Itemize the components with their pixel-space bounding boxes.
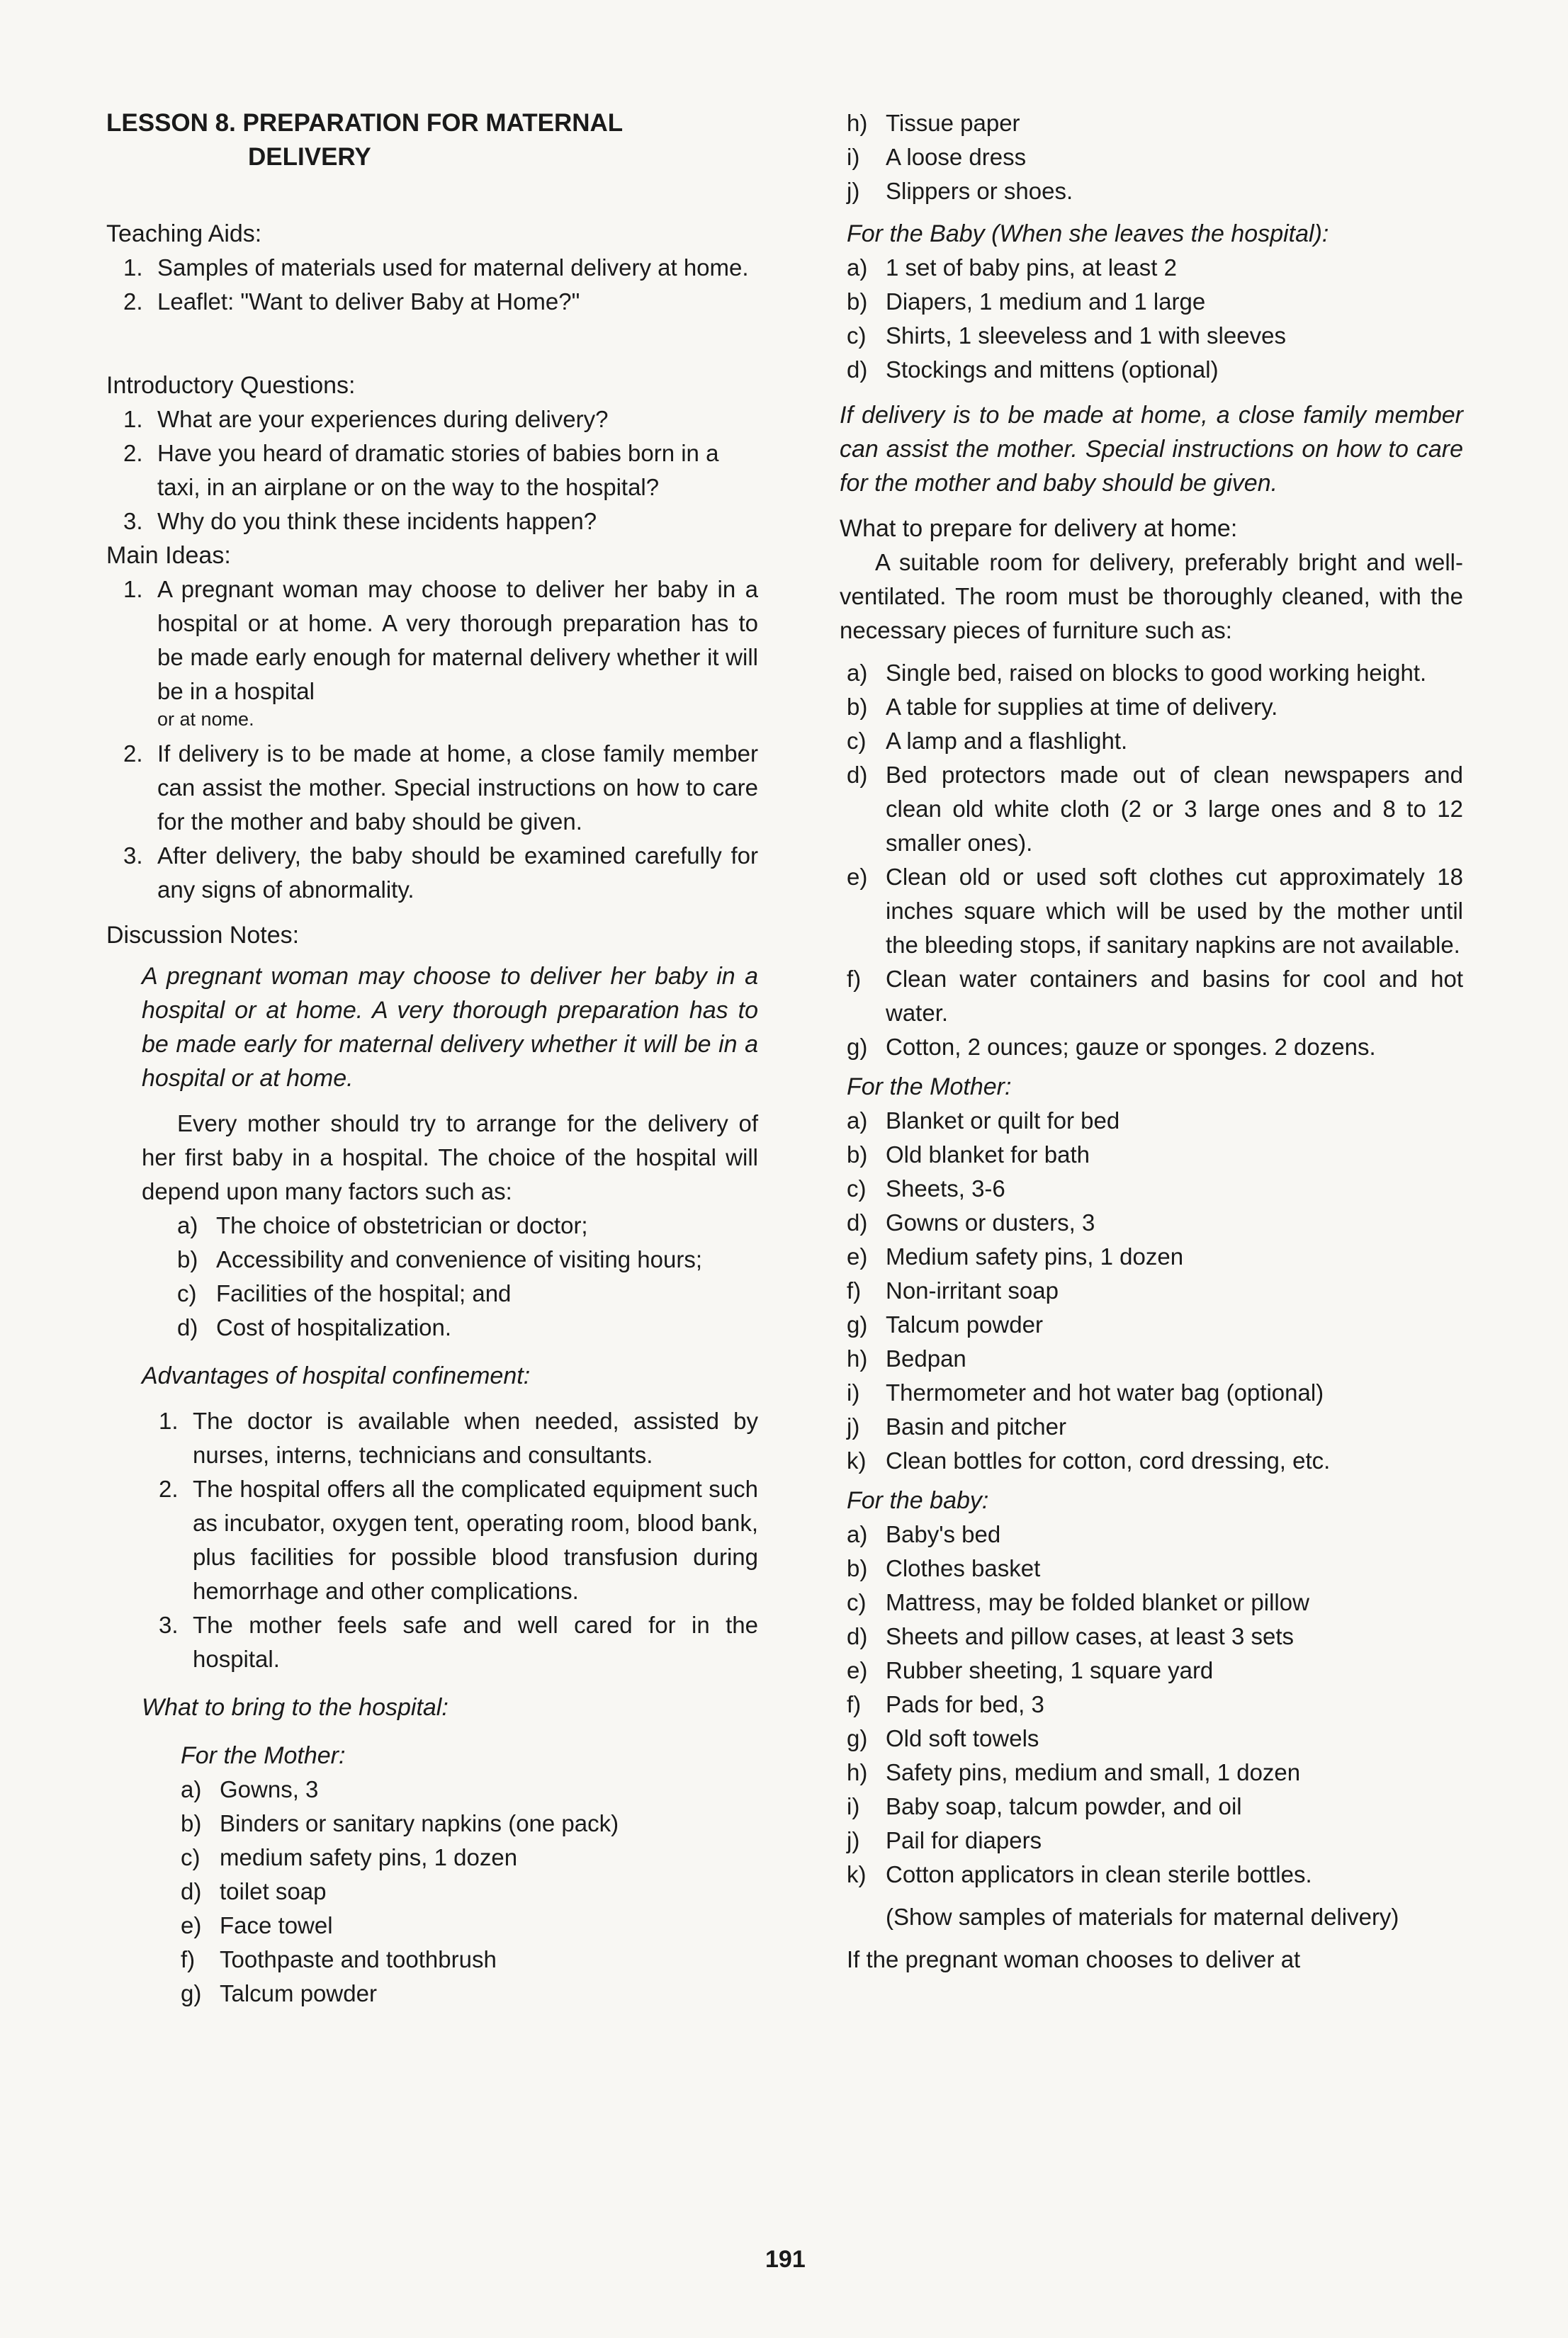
list-item: [847, 1444, 1463, 1478]
item-marker: g): [847, 1311, 868, 1338]
main-ideas-list: [106, 572, 758, 907]
list-item: [847, 656, 1463, 690]
list-item: [847, 860, 1463, 962]
item-text: toilet soap: [220, 1878, 327, 1904]
item-text: Cost of hospitalization.: [216, 1314, 452, 1340]
bring-for-mother-list-cont: [847, 106, 1463, 208]
item-text: Shirts, 1 sleeveless and 1 with sleeves: [886, 322, 1286, 349]
item-marker: e): [847, 1657, 868, 1683]
item-text: Sheets and pillow cases, at least 3 sets: [886, 1623, 1294, 1649]
list-item: [142, 1472, 758, 1608]
item-text: Gowns or dusters, 3: [886, 1209, 1095, 1236]
item-marker: a): [847, 660, 868, 686]
item-text: What are your experiences during delivery?: [157, 406, 609, 432]
prepare-for-baby-list: [840, 1518, 1463, 1892]
teaching-aids-heading: Teaching Aids:: [106, 220, 262, 247]
list-item: [847, 174, 1463, 208]
lesson-title-line2: DELIVERY: [248, 143, 371, 171]
item-marker: b): [177, 1246, 198, 1272]
item-text: The doctor is available when needed, assisted by nurses, interns, technicians and consultants.: [193, 1408, 758, 1468]
item-marker: e): [847, 864, 868, 890]
item-text: Non-irritant soap: [886, 1277, 1059, 1304]
factors-list: [177, 1209, 758, 1345]
item-text: Toothpaste and toothbrush: [220, 1946, 497, 1972]
list-item: [847, 285, 1463, 319]
item-text: medium safety pins, 1 dozen: [220, 1844, 518, 1870]
item-marker: 1.: [159, 1408, 179, 1434]
list-item: [181, 1909, 758, 1943]
list-item: [106, 504, 758, 538]
list-item: [181, 1943, 758, 1977]
item-text: A table for supplies at time of delivery.: [886, 694, 1278, 720]
item-marker: 3.: [159, 1612, 179, 1638]
item-text: Slippers or shoes.: [886, 178, 1073, 204]
lesson-title: [106, 106, 758, 174]
item-marker: d): [847, 1623, 868, 1649]
item-text: Baby's bed: [886, 1521, 1001, 1547]
item-text: Talcum powder: [220, 1980, 377, 2006]
item-marker: a): [847, 254, 868, 281]
item-text: Diapers, 1 medium and 1 large: [886, 288, 1206, 315]
item-text: Thermometer and hot water bag (optional): [886, 1379, 1324, 1406]
prepare-for-mother-list: [840, 1104, 1463, 1478]
list-item: [847, 1790, 1463, 1824]
item-text: Talcum powder: [886, 1311, 1043, 1338]
item-marker: h): [847, 110, 868, 136]
list-item: [181, 1841, 758, 1875]
item-marker: b): [847, 1555, 868, 1581]
discussion-intro: A pregnant woman may choose to deliver her baby in a hospital or at home. A very thorough preparation has to be made early for maternal delivery whether it will be in a hospital or at home.: [142, 963, 758, 1092]
prepare-home-heading: What to prepare for delivery at home:: [840, 515, 1238, 542]
list-item: [847, 1342, 1463, 1376]
list-item: [847, 1654, 1463, 1688]
item-text: Safety pins, medium and small, 1 dozen: [886, 1759, 1301, 1785]
item-marker: c): [181, 1844, 201, 1870]
page-number: 191: [765, 2246, 806, 2273]
bring-to-hospital-heading: What to bring to the hospital:: [142, 1694, 449, 1721]
list-item: [847, 1206, 1463, 1240]
item-marker: g): [847, 1725, 868, 1751]
item-text: 1 set of baby pins, at least 2: [886, 254, 1177, 281]
item-marker: c): [847, 1175, 867, 1202]
list-item: [106, 572, 758, 730]
item-text: Clean bottles for cotton, cord dressing, etc.: [886, 1447, 1331, 1474]
item-text: The choice of obstetrician or doctor;: [216, 1212, 588, 1238]
item-text: Pads for bed, 3: [886, 1691, 1044, 1717]
item-marker: j): [847, 1413, 860, 1440]
item-marker: f): [847, 1691, 862, 1717]
list-item: [106, 285, 758, 319]
item-text: A loose dress: [886, 144, 1027, 170]
bring-for-mother-list: [181, 1773, 758, 2011]
item-marker: g): [847, 1034, 868, 1060]
item-text: Face towel: [220, 1912, 333, 1938]
advantages-list: [142, 1404, 758, 1676]
discussion-notes-heading: Discussion Notes:: [106, 922, 300, 949]
item-text: Binders or sanitary napkins (one pack): [220, 1810, 619, 1836]
list-item: [847, 1586, 1463, 1620]
list-item: [847, 962, 1463, 1030]
list-item: [847, 140, 1463, 174]
item-marker: h): [847, 1759, 868, 1785]
item-marker: f): [847, 1277, 862, 1304]
item-marker: k): [847, 1447, 867, 1474]
item-text: Samples of materials used for maternal delivery at home.: [157, 254, 749, 281]
prepare-home-intro: A suitable room for delivery, preferably bright and well-ventilated. The room must be thoroughly cleaned, with the necessary pieces of furniture such as:: [840, 549, 1463, 643]
item-marker: 2.: [123, 740, 143, 767]
item-marker: i): [847, 1379, 860, 1406]
list-item: [847, 1756, 1463, 1790]
list-item: [177, 1277, 758, 1311]
item-marker: 1.: [123, 576, 143, 602]
main-ideas-heading: Main Ideas:: [106, 542, 231, 569]
item-marker: c): [847, 1589, 867, 1615]
item-marker: f): [847, 966, 862, 992]
bring-for-baby-heading: For the Baby (When she leaves the hospital):: [847, 220, 1329, 247]
item-text: After delivery, the baby should be examined carefully for any signs of abnormality.: [157, 842, 758, 903]
item-marker: g): [181, 1980, 202, 2006]
list-item: [847, 319, 1463, 353]
item-marker: d): [181, 1878, 202, 1904]
right-column: [840, 106, 1463, 1977]
item-marker: h): [847, 1345, 868, 1372]
list-item: [177, 1243, 758, 1277]
item-text: Have you heard of dramatic stories of babies born in a taxi, in an airplane or on the way to the hospital?: [157, 440, 719, 500]
prepare-for-baby-heading: For the baby:: [847, 1487, 989, 1514]
list-item: [177, 1209, 758, 1243]
item-text: If delivery is to be made at home, a close family member can assist the mother. Special instructions on how to care for the mother and baby should be given.: [157, 740, 758, 835]
item-text: Basin and pitcher: [886, 1413, 1066, 1440]
list-item: [847, 1240, 1463, 1274]
list-item: [847, 1104, 1463, 1138]
item-marker: 1.: [123, 254, 143, 281]
item-marker: 3.: [123, 508, 143, 534]
list-item: [847, 251, 1463, 285]
list-item: [847, 353, 1463, 387]
list-item: [142, 1404, 758, 1472]
item-text: Leaflet: "Want to deliver Baby at Home?": [157, 288, 580, 315]
item-text: Gowns, 3: [220, 1776, 319, 1802]
list-item: [847, 1518, 1463, 1552]
left-column: [106, 106, 758, 2011]
item-marker: 3.: [123, 842, 143, 869]
item-text-small: or at nome.: [157, 708, 254, 730]
list-item: [106, 436, 758, 504]
list-item: [847, 758, 1463, 860]
bring-for-baby-list: [847, 251, 1463, 387]
item-text: Cotton, 2 ounces; gauze or sponges. 2 dozens.: [886, 1034, 1376, 1060]
item-marker: i): [847, 1793, 860, 1819]
home-delivery-note: If delivery is to be made at home, a close family member can assist the mother. Special instructions on how to care for the mother and baby should be given.: [840, 402, 1463, 497]
list-item: [106, 737, 758, 839]
item-marker: i): [847, 144, 860, 170]
item-marker: c): [847, 728, 867, 754]
list-item: [847, 690, 1463, 724]
list-item: [106, 402, 758, 436]
item-text: Mattress, may be folded blanket or pillow: [886, 1589, 1309, 1615]
closing-text: If the pregnant woman chooses to deliver at: [847, 1946, 1301, 1972]
list-item: [181, 1977, 758, 2011]
introductory-questions-list: [106, 402, 758, 538]
item-text: Rubber sheeting, 1 square yard: [886, 1657, 1214, 1683]
item-text: Why do you think these incidents happen?: [157, 508, 597, 534]
item-text: Medium safety pins, 1 dozen: [886, 1243, 1184, 1270]
item-marker: a): [181, 1776, 202, 1802]
item-text: A pregnant woman may choose to deliver her baby in a hospital or at home. A very thorough preparation has to be made early enough for maternal delivery whether it will be in a hospital: [157, 576, 758, 704]
furniture-list: [840, 656, 1463, 1064]
item-marker: d): [847, 356, 868, 383]
item-text: Bed protectors made out of clean newspapers and clean old white cloth (2 or 3 large ones and 8 to 12 smaller ones).: [886, 762, 1463, 856]
list-item: [181, 1875, 758, 1909]
item-marker: j): [847, 178, 860, 204]
item-text: Clean water containers and basins for cool and hot water.: [886, 966, 1463, 1026]
list-item: [847, 1308, 1463, 1342]
advantages-heading: Advantages of hospital confinement:: [142, 1362, 531, 1389]
item-marker: d): [847, 1209, 868, 1236]
item-text: Blanket or quilt for bed: [886, 1107, 1120, 1134]
list-item: [177, 1311, 758, 1345]
item-text: Pail for diapers: [886, 1827, 1042, 1853]
item-text: A lamp and a flashlight.: [886, 728, 1128, 754]
list-item: [847, 1410, 1463, 1444]
list-item: [847, 1138, 1463, 1172]
item-marker: c): [847, 322, 867, 349]
item-marker: c): [177, 1280, 197, 1306]
item-marker: j): [847, 1827, 860, 1853]
item-marker: f): [181, 1946, 196, 1972]
item-marker: 2.: [123, 288, 143, 315]
list-item: [847, 1274, 1463, 1308]
item-text: Sheets, 3-6: [886, 1175, 1005, 1202]
item-marker: 2.: [159, 1476, 179, 1502]
item-text: The mother feels safe and well cared for in the hospital.: [193, 1612, 758, 1672]
list-item: [847, 1858, 1463, 1892]
item-marker: b): [847, 694, 868, 720]
item-text: Clothes basket: [886, 1555, 1041, 1581]
list-item: [847, 1722, 1463, 1756]
list-item: [847, 1376, 1463, 1410]
item-marker: 2.: [123, 440, 143, 466]
item-marker: a): [847, 1521, 868, 1547]
list-item: [847, 1824, 1463, 1858]
item-marker: b): [847, 288, 868, 315]
item-text: Baby soap, talcum powder, and oil: [886, 1793, 1242, 1819]
list-item: [106, 251, 758, 285]
list-item: [847, 1030, 1463, 1064]
item-text: Old soft towels: [886, 1725, 1039, 1751]
item-marker: a): [847, 1107, 868, 1134]
item-text: Accessibility and convenience of visiting hours;: [216, 1246, 703, 1272]
list-item: [847, 1552, 1463, 1586]
teaching-aids-list: [106, 251, 758, 319]
prepare-for-mother-heading: For the Mother:: [847, 1073, 1012, 1100]
show-samples-note: (Show samples of materials for maternal delivery): [886, 1904, 1399, 1930]
discussion-paragraph: Every mother should try to arrange for the delivery of her first baby in a hospital. The choice of the hospital will depend upon many factors such as:: [142, 1110, 758, 1204]
item-text: Clean old or used soft clothes cut approximately 18 inches square which will be used by the mother until the bleeding stops, if sanitary napkins are not available.: [886, 864, 1463, 958]
item-marker: d): [847, 762, 868, 788]
item-marker: b): [847, 1141, 868, 1168]
item-text: Single bed, raised on blocks to good working height.: [886, 660, 1427, 686]
item-marker: 1.: [123, 406, 143, 432]
item-text: Old blanket for bath: [886, 1141, 1090, 1168]
item-text: Bedpan: [886, 1345, 966, 1372]
item-marker: d): [177, 1314, 198, 1340]
item-marker: a): [177, 1212, 198, 1238]
item-marker: k): [847, 1861, 867, 1887]
item-marker: b): [181, 1810, 202, 1836]
list-item: [847, 1620, 1463, 1654]
list-item: [106, 839, 758, 907]
item-text: Stockings and mittens (optional): [886, 356, 1219, 383]
item-text: Cotton applicators in clean sterile bottles.: [886, 1861, 1312, 1887]
list-item: [847, 1688, 1463, 1722]
list-item: [847, 1172, 1463, 1206]
item-text: Facilities of the hospital; and: [216, 1280, 512, 1306]
list-item: [847, 724, 1463, 758]
list-item: [181, 1807, 758, 1841]
item-text: Tissue paper: [886, 110, 1020, 136]
introductory-questions-heading: Introductory Questions:: [106, 372, 356, 399]
lesson-title-line1: LESSON 8. PREPARATION FOR MATERNAL: [106, 109, 624, 137]
item-marker: e): [181, 1912, 202, 1938]
item-text: The hospital offers all the complicated equipment such as incubator, oxygen tent, operating room, blood bank, plus facilities for possible blood transfusion during hemorrhage and other complications.: [193, 1476, 758, 1604]
bring-for-mother-heading: For the Mother:: [181, 1742, 346, 1769]
item-marker: e): [847, 1243, 868, 1270]
list-item: [847, 106, 1463, 140]
list-item: [181, 1773, 758, 1807]
list-item: [142, 1608, 758, 1676]
